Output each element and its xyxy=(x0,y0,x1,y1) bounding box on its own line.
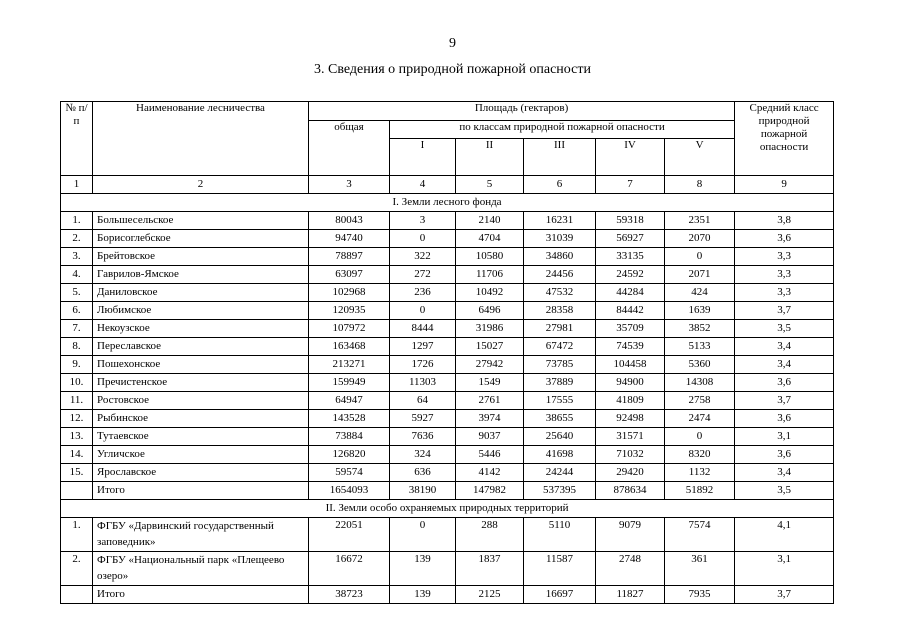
class-1-cell: 64 xyxy=(390,392,456,410)
forestry-name-cell: Итого xyxy=(93,586,309,604)
class-2-cell: 27942 xyxy=(456,356,524,374)
col-number: 1 xyxy=(61,176,93,194)
col-number: 7 xyxy=(596,176,665,194)
class-2-cell: 1837 xyxy=(456,552,524,586)
row-num-cell: 1. xyxy=(61,518,93,552)
class-3-cell: 16231 xyxy=(524,212,596,230)
area-total-cell: 80043 xyxy=(309,212,390,230)
forestry-name-cell: Некоузское xyxy=(93,320,309,338)
table-row xyxy=(61,212,834,230)
class-2-cell: 2761 xyxy=(456,392,524,410)
forestry-name-cell: Любимское xyxy=(93,302,309,320)
forestry-name-cell: Пошехонское xyxy=(93,356,309,374)
class-4-cell: 31571 xyxy=(596,428,665,446)
table-row xyxy=(61,320,834,338)
class-1-cell: 272 xyxy=(390,266,456,284)
forestry-name-cell: Даниловское xyxy=(93,284,309,302)
header-avg-class: Средний класс природной пожарной опасности xyxy=(735,102,834,176)
section-title: II. Земли особо охраняемых природных территорий xyxy=(61,500,834,518)
forestry-name-cell: Тутаевское xyxy=(93,428,309,446)
header-class-5: V xyxy=(665,139,735,176)
area-total-cell: 120935 xyxy=(309,302,390,320)
class-3-cell: 28358 xyxy=(524,302,596,320)
class-5-cell: 2071 xyxy=(665,266,735,284)
class-1-cell: 1726 xyxy=(390,356,456,374)
row-num-cell: 13. xyxy=(61,428,93,446)
row-num-cell: 11. xyxy=(61,392,93,410)
class-1-cell: 0 xyxy=(390,302,456,320)
class-3-cell: 73785 xyxy=(524,356,596,374)
table-row xyxy=(61,230,834,248)
class-2-cell: 15027 xyxy=(456,338,524,356)
class-4-cell: 33135 xyxy=(596,248,665,266)
class-3-cell: 37889 xyxy=(524,374,596,392)
class-5-cell: 2351 xyxy=(665,212,735,230)
avg-class-cell: 3,8 xyxy=(735,212,834,230)
avg-class-cell: 3,5 xyxy=(735,320,834,338)
class-4-cell: 71032 xyxy=(596,446,665,464)
class-1-cell: 0 xyxy=(390,230,456,248)
table-row xyxy=(61,518,834,552)
class-2-cell: 147982 xyxy=(456,482,524,500)
class-1-cell: 324 xyxy=(390,446,456,464)
table-row xyxy=(61,446,834,464)
avg-class-cell: 3,7 xyxy=(735,586,834,604)
table-row xyxy=(61,266,834,284)
class-3-cell: 34860 xyxy=(524,248,596,266)
class-5-cell: 8320 xyxy=(665,446,735,464)
row-num-cell: 12. xyxy=(61,410,93,428)
class-5-cell: 14308 xyxy=(665,374,735,392)
avg-class-cell: 3,4 xyxy=(735,464,834,482)
class-4-cell: 59318 xyxy=(596,212,665,230)
forestry-name-cell: Итого xyxy=(93,482,309,500)
class-1-cell: 38190 xyxy=(390,482,456,500)
area-total-cell: 107972 xyxy=(309,320,390,338)
forestry-name-cell: Брейтовское xyxy=(93,248,309,266)
class-4-cell: 74539 xyxy=(596,338,665,356)
class-3-cell: 11587 xyxy=(524,552,596,586)
row-num-cell: 2. xyxy=(61,552,93,586)
class-1-cell: 11303 xyxy=(390,374,456,392)
header-by-class: по классам природной пожарной опасности xyxy=(390,121,735,139)
row-num-cell: 2. xyxy=(61,230,93,248)
header-class-1: I xyxy=(390,139,456,176)
row-num-cell xyxy=(61,586,93,604)
class-5-cell: 7935 xyxy=(665,586,735,604)
class-5-cell: 361 xyxy=(665,552,735,586)
class-2-cell: 10580 xyxy=(456,248,524,266)
table-row xyxy=(61,552,834,586)
area-total-cell: 126820 xyxy=(309,446,390,464)
table-row xyxy=(61,410,834,428)
row-num-cell: 4. xyxy=(61,266,93,284)
area-total-cell: 63097 xyxy=(309,266,390,284)
forestry-name-cell: Пречистенское xyxy=(93,374,309,392)
class-3-cell: 537395 xyxy=(524,482,596,500)
avg-class-cell: 3,6 xyxy=(735,230,834,248)
table-row xyxy=(61,464,834,482)
class-3-cell: 67472 xyxy=(524,338,596,356)
class-2-cell: 1549 xyxy=(456,374,524,392)
class-2-cell: 4142 xyxy=(456,464,524,482)
area-total-cell: 22051 xyxy=(309,518,390,552)
class-1-cell: 5927 xyxy=(390,410,456,428)
class-5-cell: 424 xyxy=(665,284,735,302)
class-4-cell: 92498 xyxy=(596,410,665,428)
column-number-row xyxy=(61,176,834,194)
section-heading-row xyxy=(61,194,834,212)
class-2-cell: 6496 xyxy=(456,302,524,320)
total-row xyxy=(61,482,834,500)
avg-class-cell: 3,6 xyxy=(735,374,834,392)
page-title: 3. Сведения о природной пожарной опасности xyxy=(314,62,591,77)
area-total-cell: 94740 xyxy=(309,230,390,248)
fire-hazard-table xyxy=(60,101,834,604)
avg-class-cell: 3,6 xyxy=(735,446,834,464)
col-number: 3 xyxy=(309,176,390,194)
col-number: 9 xyxy=(735,176,834,194)
avg-class-cell: 3,6 xyxy=(735,410,834,428)
class-4-cell: 94900 xyxy=(596,374,665,392)
class-2-cell: 288 xyxy=(456,518,524,552)
forestry-name-cell: Борисоглебское xyxy=(93,230,309,248)
row-num-cell: 8. xyxy=(61,338,93,356)
header-class-2: II xyxy=(456,139,524,176)
section-title: I. Земли лесного фонда xyxy=(61,194,834,212)
class-5-cell: 1639 xyxy=(665,302,735,320)
table-row xyxy=(61,248,834,266)
class-2-cell: 11706 xyxy=(456,266,524,284)
avg-class-cell: 3,3 xyxy=(735,266,834,284)
col-number: 4 xyxy=(390,176,456,194)
class-3-cell: 16697 xyxy=(524,586,596,604)
class-5-cell: 2070 xyxy=(665,230,735,248)
forestry-name-cell: ФГБУ «Дарвинский государственный заповедник» xyxy=(93,518,309,552)
area-total-cell: 213271 xyxy=(309,356,390,374)
class-2-cell: 31986 xyxy=(456,320,524,338)
row-num-cell: 7. xyxy=(61,320,93,338)
row-num-cell: 9. xyxy=(61,356,93,374)
forestry-name-cell: Ярославское xyxy=(93,464,309,482)
row-num-cell: 15. xyxy=(61,464,93,482)
table-row xyxy=(61,302,834,320)
class-5-cell: 5360 xyxy=(665,356,735,374)
class-5-cell: 3852 xyxy=(665,320,735,338)
class-2-cell: 2125 xyxy=(456,586,524,604)
class-2-cell: 9037 xyxy=(456,428,524,446)
row-num-cell: 6. xyxy=(61,302,93,320)
forestry-name-cell: Рыбинское xyxy=(93,410,309,428)
forestry-name-cell: Большесельское xyxy=(93,212,309,230)
class-3-cell: 47532 xyxy=(524,284,596,302)
table-row xyxy=(61,374,834,392)
row-num-cell: 1. xyxy=(61,212,93,230)
total-row xyxy=(61,586,834,604)
forestry-name-cell: Переславское xyxy=(93,338,309,356)
col-number: 6 xyxy=(524,176,596,194)
area-total-cell: 73884 xyxy=(309,428,390,446)
area-total-cell: 78897 xyxy=(309,248,390,266)
area-total-cell: 159949 xyxy=(309,374,390,392)
forestry-name-cell: ФГБУ «Национальный парк «Плещеево озеро» xyxy=(93,552,309,586)
table-row xyxy=(61,428,834,446)
class-2-cell: 4704 xyxy=(456,230,524,248)
header-area: Площадь (гектаров) xyxy=(309,102,735,121)
class-5-cell: 1132 xyxy=(665,464,735,482)
section-heading-row xyxy=(61,500,834,518)
area-total-cell: 64947 xyxy=(309,392,390,410)
forestry-name-cell: Ростовское xyxy=(93,392,309,410)
class-5-cell: 2474 xyxy=(665,410,735,428)
area-total-cell: 16672 xyxy=(309,552,390,586)
forestry-name-cell: Гаврилов-Ямское xyxy=(93,266,309,284)
area-total-cell: 102968 xyxy=(309,284,390,302)
area-total-cell: 38723 xyxy=(309,586,390,604)
row-num-cell: 5. xyxy=(61,284,93,302)
class-4-cell: 29420 xyxy=(596,464,665,482)
class-4-cell: 2748 xyxy=(596,552,665,586)
class-2-cell: 3974 xyxy=(456,410,524,428)
class-3-cell: 5110 xyxy=(524,518,596,552)
avg-class-cell: 4,1 xyxy=(735,518,834,552)
row-num-cell xyxy=(61,482,93,500)
class-4-cell: 44284 xyxy=(596,284,665,302)
class-5-cell: 51892 xyxy=(665,482,735,500)
class-1-cell: 0 xyxy=(390,518,456,552)
class-1-cell: 322 xyxy=(390,248,456,266)
class-4-cell: 35709 xyxy=(596,320,665,338)
avg-class-cell: 3,3 xyxy=(735,248,834,266)
class-3-cell: 25640 xyxy=(524,428,596,446)
avg-class-cell: 3,7 xyxy=(735,392,834,410)
table-row xyxy=(61,284,834,302)
class-2-cell: 2140 xyxy=(456,212,524,230)
col-number: 5 xyxy=(456,176,524,194)
class-5-cell: 2758 xyxy=(665,392,735,410)
class-4-cell: 9079 xyxy=(596,518,665,552)
header-class-4: IV xyxy=(596,139,665,176)
class-3-cell: 17555 xyxy=(524,392,596,410)
class-4-cell: 24592 xyxy=(596,266,665,284)
class-4-cell: 84442 xyxy=(596,302,665,320)
class-1-cell: 139 xyxy=(390,552,456,586)
class-1-cell: 3 xyxy=(390,212,456,230)
header-name: Наименование лесничества xyxy=(93,102,309,176)
class-4-cell: 878634 xyxy=(596,482,665,500)
class-4-cell: 56927 xyxy=(596,230,665,248)
avg-class-cell: 3,1 xyxy=(735,552,834,586)
class-3-cell: 27981 xyxy=(524,320,596,338)
table-row xyxy=(61,338,834,356)
class-1-cell: 636 xyxy=(390,464,456,482)
class-4-cell: 41809 xyxy=(596,392,665,410)
class-5-cell: 5133 xyxy=(665,338,735,356)
table-row xyxy=(61,392,834,410)
page-number: 9 xyxy=(449,36,456,51)
class-4-cell: 104458 xyxy=(596,356,665,374)
avg-class-cell: 3,1 xyxy=(735,428,834,446)
row-num-cell: 14. xyxy=(61,446,93,464)
area-total-cell: 163468 xyxy=(309,338,390,356)
class-3-cell: 38655 xyxy=(524,410,596,428)
area-total-cell: 1654093 xyxy=(309,482,390,500)
avg-class-cell: 3,7 xyxy=(735,302,834,320)
class-1-cell: 139 xyxy=(390,586,456,604)
class-5-cell: 0 xyxy=(665,428,735,446)
class-3-cell: 41698 xyxy=(524,446,596,464)
area-total-cell: 143528 xyxy=(309,410,390,428)
class-1-cell: 236 xyxy=(390,284,456,302)
class-3-cell: 24244 xyxy=(524,464,596,482)
class-4-cell: 11827 xyxy=(596,586,665,604)
avg-class-cell: 3,4 xyxy=(735,338,834,356)
row-num-cell: 3. xyxy=(61,248,93,266)
col-number: 8 xyxy=(665,176,735,194)
class-1-cell: 1297 xyxy=(390,338,456,356)
table-row xyxy=(61,356,834,374)
class-2-cell: 10492 xyxy=(456,284,524,302)
class-5-cell: 7574 xyxy=(665,518,735,552)
area-total-cell: 59574 xyxy=(309,464,390,482)
class-1-cell: 7636 xyxy=(390,428,456,446)
class-3-cell: 31039 xyxy=(524,230,596,248)
class-2-cell: 5446 xyxy=(456,446,524,464)
avg-class-cell: 3,5 xyxy=(735,482,834,500)
avg-class-cell: 3,4 xyxy=(735,356,834,374)
row-num-cell: 10. xyxy=(61,374,93,392)
forestry-name-cell: Угличское xyxy=(93,446,309,464)
header-total: общая xyxy=(309,121,390,176)
class-5-cell: 0 xyxy=(665,248,735,266)
avg-class-cell: 3,3 xyxy=(735,284,834,302)
class-3-cell: 24456 xyxy=(524,266,596,284)
class-1-cell: 8444 xyxy=(390,320,456,338)
col-number: 2 xyxy=(93,176,309,194)
header-num: № п/п xyxy=(61,102,93,176)
header-class-3: III xyxy=(524,139,596,176)
